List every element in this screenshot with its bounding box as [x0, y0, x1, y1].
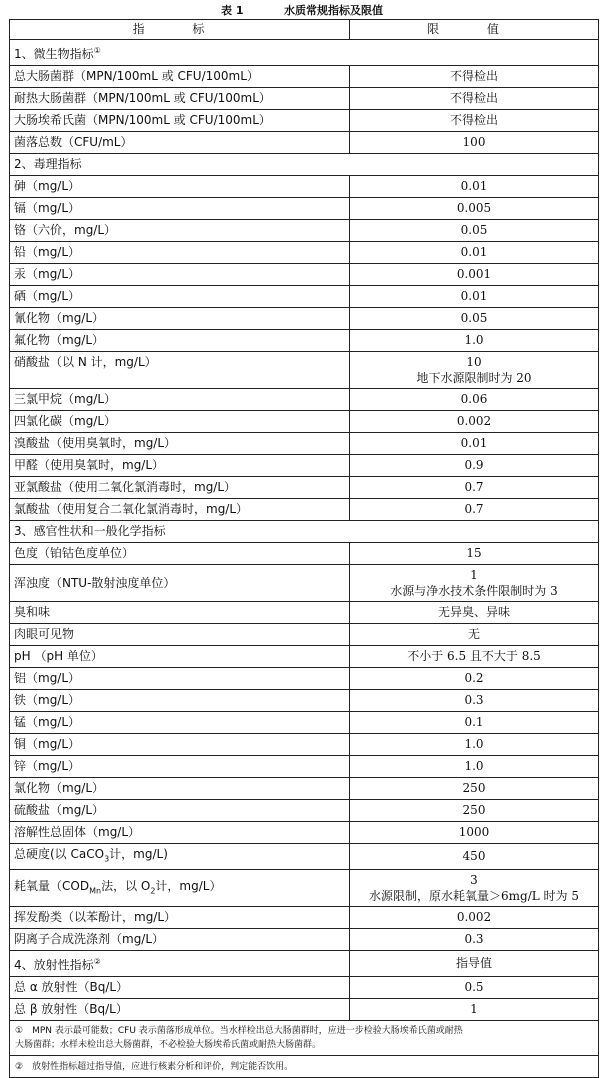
indicator-cell: 锌（mg/L） — [10, 756, 350, 778]
indicator-cell: 总 α 放射性（Bq/L） — [10, 977, 350, 999]
table-row — [10, 176, 599, 198]
limit-cell: 250 — [350, 800, 599, 822]
section-row — [10, 154, 599, 176]
table-row — [10, 411, 599, 433]
limit-cell: 0.7 — [350, 477, 599, 499]
limit-cell: 不得检出 — [350, 110, 599, 132]
section-row — [10, 951, 599, 977]
table-row — [10, 668, 599, 690]
limit-cell: 不得检出 — [350, 88, 599, 110]
indicator-cell: 铜（mg/L） — [10, 734, 350, 756]
limit-cell: 1.0 — [350, 330, 599, 352]
table-row — [10, 870, 599, 907]
limit-cell: 15 — [350, 543, 599, 565]
table-row — [10, 132, 599, 154]
section-title: 3、感官性状和一般化学指标 — [10, 521, 599, 543]
indicator-cell: 氯酸盐（使用复合二氧化氯消毒时，mg/L） — [10, 499, 350, 521]
table-row — [10, 822, 599, 844]
indicator-cell: 汞（mg/L） — [10, 264, 350, 286]
indicator-cell: 氯化物（mg/L） — [10, 778, 350, 800]
indicator-cell: 色度（铂钴色度单位） — [10, 543, 350, 565]
indicator-cell: 氟化物（mg/L） — [10, 330, 350, 352]
indicator-cell: 硒（mg/L） — [10, 286, 350, 308]
table-row — [10, 734, 599, 756]
indicator-cell: 铅（mg/L） — [10, 242, 350, 264]
table-row — [10, 66, 599, 88]
limit-cell: 0.2 — [350, 668, 599, 690]
indicator-cell: 铬（六价，mg/L） — [10, 220, 350, 242]
limit-cell: 0.7 — [350, 499, 599, 521]
indicator-cell: 耗氧量（$COD_{Mn}$法，以 $O_2$计，mg/L） — [10, 870, 350, 907]
indicator-cell: 氰化物（mg/L） — [10, 308, 350, 330]
indicator-cell: 锰（mg/L） — [10, 712, 350, 734]
indicator-cell: 肉眼可见物 — [10, 624, 350, 646]
indicator-cell: 亚氯酸盐（使用二氧化氯消毒时，mg/L） — [10, 477, 350, 499]
table-row — [10, 844, 599, 870]
table-row — [10, 330, 599, 352]
limit-cell: 0.005 — [350, 198, 599, 220]
limit-cell: 1.0 — [350, 756, 599, 778]
indicator-cell: 总 β 放射性（Bq/L） — [10, 999, 350, 1021]
indicator-cell: 铝（mg/L） — [10, 668, 350, 690]
limit-cell: 450 — [350, 844, 599, 870]
table-row — [10, 999, 599, 1021]
table-row — [10, 477, 599, 499]
table-row — [10, 455, 599, 477]
header-indicator: 指 标 — [10, 20, 350, 40]
limit-cell: 无异臭、异味 — [350, 602, 599, 624]
indicator-cell: 溶解性总固体（mg/L） — [10, 822, 350, 844]
indicator-cell: 阴离子合成洗涤剂（mg/L） — [10, 929, 350, 951]
limit-cell: 不得检出 — [350, 66, 599, 88]
table-title: 水质常规指标及限值 — [284, 4, 383, 17]
limit-cell: 0.1 — [350, 712, 599, 734]
table-row — [10, 110, 599, 132]
section-row — [10, 40, 599, 66]
limit-cell: 1000 — [350, 822, 599, 844]
table-row — [10, 88, 599, 110]
table-number: 表 1 — [221, 4, 244, 17]
indicator-cell: 铁（mg/L） — [10, 690, 350, 712]
limit-cell: 0.5 — [350, 977, 599, 999]
limit-cell: 0.06 — [350, 389, 599, 411]
table-row — [10, 800, 599, 822]
table-row — [10, 690, 599, 712]
limit-cell: 10 地下水源限制时为 20 — [350, 352, 599, 389]
limit-cell: 100 — [350, 132, 599, 154]
indicator-cell: 四氯化碳（mg/L） — [10, 411, 350, 433]
table-row — [10, 907, 599, 929]
limit-cell: 1.0 — [350, 734, 599, 756]
indicator-cell: 耐热大肠菌群（MPN/100mL 或 CFU/100mL） — [10, 88, 350, 110]
limit-cell: 1 — [350, 999, 599, 1021]
indicator-cell: 硫酸盐（mg/L） — [10, 800, 350, 822]
table-row — [10, 646, 599, 668]
indicator-cell: 镉（mg/L） — [10, 198, 350, 220]
limit-cell: 0.002 — [350, 411, 599, 433]
indicator-cell: 总大肠菌群（MPN/100mL 或 CFU/100mL） — [10, 66, 350, 88]
limit-cell: 0.05 — [350, 220, 599, 242]
table-row — [10, 389, 599, 411]
section-title: 4、放射性指标② — [10, 951, 350, 977]
limit-cell: 0.002 — [350, 907, 599, 929]
indicator-cell: 浑浊度（NTU-散射浊度单位） — [10, 565, 350, 602]
table-row — [10, 712, 599, 734]
section-title: 2、毒理指标 — [10, 154, 599, 176]
limit-cell: 0.9 — [350, 455, 599, 477]
limit-cell: 不小于 6.5 且不大于 8.5 — [350, 646, 599, 668]
indicator-cell: 大肠埃希氏菌（MPN/100mL 或 CFU/100mL） — [10, 110, 350, 132]
limit-cell: 0.01 — [350, 176, 599, 198]
table-row — [10, 602, 599, 624]
indicator-cell: 挥发酚类（以苯酚计，mg/L） — [10, 907, 350, 929]
limit-cell: 0.01 — [350, 286, 599, 308]
indicator-cell: 三氯甲烷（mg/L） — [10, 389, 350, 411]
limit-cell: 0.01 — [350, 242, 599, 264]
indicator-cell: 溴酸盐（使用臭氧时，mg/L） — [10, 433, 350, 455]
limit-cell: 无 — [350, 624, 599, 646]
table-row — [10, 264, 599, 286]
footnote-1: ① MPN 表示最可能数；CFU 表示菌落形成单位。当水样检出总大肠菌群时，应进一步检验大肠埃希氏菌或耐热 大肠菌群；水样未检出总大肠菌群，不必检验大肠埃希氏菌或耐热大肠菌群。 — [10, 1021, 599, 1056]
limit-cell: 0.3 — [350, 929, 599, 951]
indicator-cell: 臭和味 — [10, 602, 350, 624]
table-row — [10, 198, 599, 220]
header-row — [10, 20, 599, 40]
water-quality-table — [9, 19, 599, 1078]
table-row — [10, 352, 599, 389]
limit-cell: 指导值 — [350, 951, 599, 977]
table-row — [10, 565, 599, 602]
table-row — [10, 756, 599, 778]
indicator-cell: pH （pH 单位） — [10, 646, 350, 668]
indicator-cell: 甲醛（使用臭氧时，mg/L） — [10, 455, 350, 477]
table-caption — [0, 2, 607, 18]
table-row — [10, 624, 599, 646]
table-row — [10, 778, 599, 800]
table-row — [10, 977, 599, 999]
table-row — [10, 929, 599, 951]
table-row — [10, 499, 599, 521]
header-limit: 限 值 — [350, 20, 599, 40]
section-row — [10, 521, 599, 543]
table-row — [10, 242, 599, 264]
limit-cell: 250 — [350, 778, 599, 800]
indicator-cell: 总硬度(以 CaCO$_3$计，mg/L) — [10, 844, 350, 870]
table-row — [10, 286, 599, 308]
limit-cell: 1 水源与净水技术条件限制时为 3 — [350, 565, 599, 602]
notes-row — [10, 1021, 599, 1056]
indicator-cell: 砷（mg/L） — [10, 176, 350, 198]
table-row — [10, 308, 599, 330]
limit-cell: 0.05 — [350, 308, 599, 330]
limit-cell: 3 水源限制，原水耗氧量＞6mg/L 时为 5 — [350, 870, 599, 907]
limit-cell: 0.3 — [350, 690, 599, 712]
table-row — [10, 220, 599, 242]
notes-row — [10, 1056, 599, 1078]
limit-cell: 0.001 — [350, 264, 599, 286]
indicator-cell: 硝酸盐（以 N 计，mg/L） — [10, 352, 350, 389]
indicator-cell: 菌落总数（CFU/mL） — [10, 132, 350, 154]
table-row — [10, 433, 599, 455]
footnote-2: ② 放射性指标超过指导值，应进行核素分析和评价，判定能否饮用。 — [10, 1056, 599, 1078]
table-row — [10, 543, 599, 565]
limit-cell: 0.01 — [350, 433, 599, 455]
section-title: 1、微生物指标① — [10, 40, 599, 66]
